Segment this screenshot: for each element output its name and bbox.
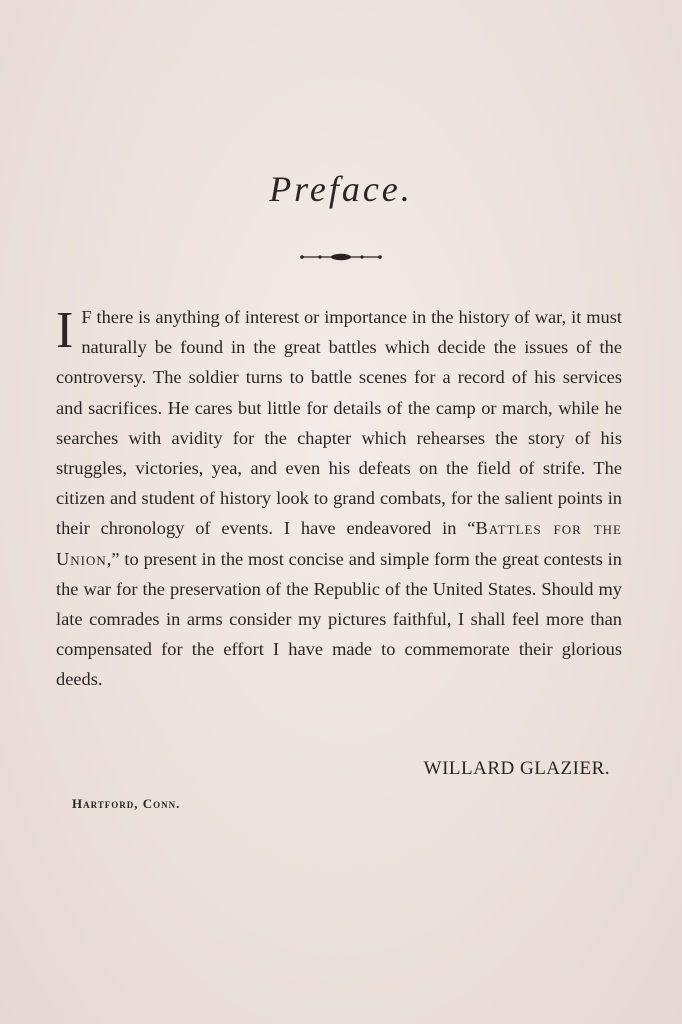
drop-cap: I [56, 302, 74, 359]
page-title: Preface. [269, 169, 413, 209]
book-title: Battles for the Union [56, 518, 622, 569]
author-signature: WILLARD GLAZIER. [423, 758, 610, 779]
preface-paragraph [56, 302, 622, 695]
paragraph-text-end: ,” to present in the most concise and simple form the great contests in the war for the preservation of the Republic of the United States. Should my late comrades in arms consider my pictures faithful, I shall feel more than compensated for the effort I have made to commemorate their glorious deeds. [56, 548, 622, 690]
place-line: Hartford, Conn. [72, 796, 181, 811]
paragraph-text-start: F there is anything of interest or importance in the history of war, it must naturally be found in the great battles which decide the issues of the controversy. The soldier turns to battle scenes for a record of his services and sacrifices. He cares but little for details of the camp or march, while he searches with avidity for the chapter which rehearses the story of his struggles, victories, yea, and even his defeats on the field of strife. The citizen and student of history look to grand combats, for the salient points in their chronology of events. I have endeavored in “ [56, 307, 622, 539]
ornament-divider-icon [296, 250, 386, 264]
